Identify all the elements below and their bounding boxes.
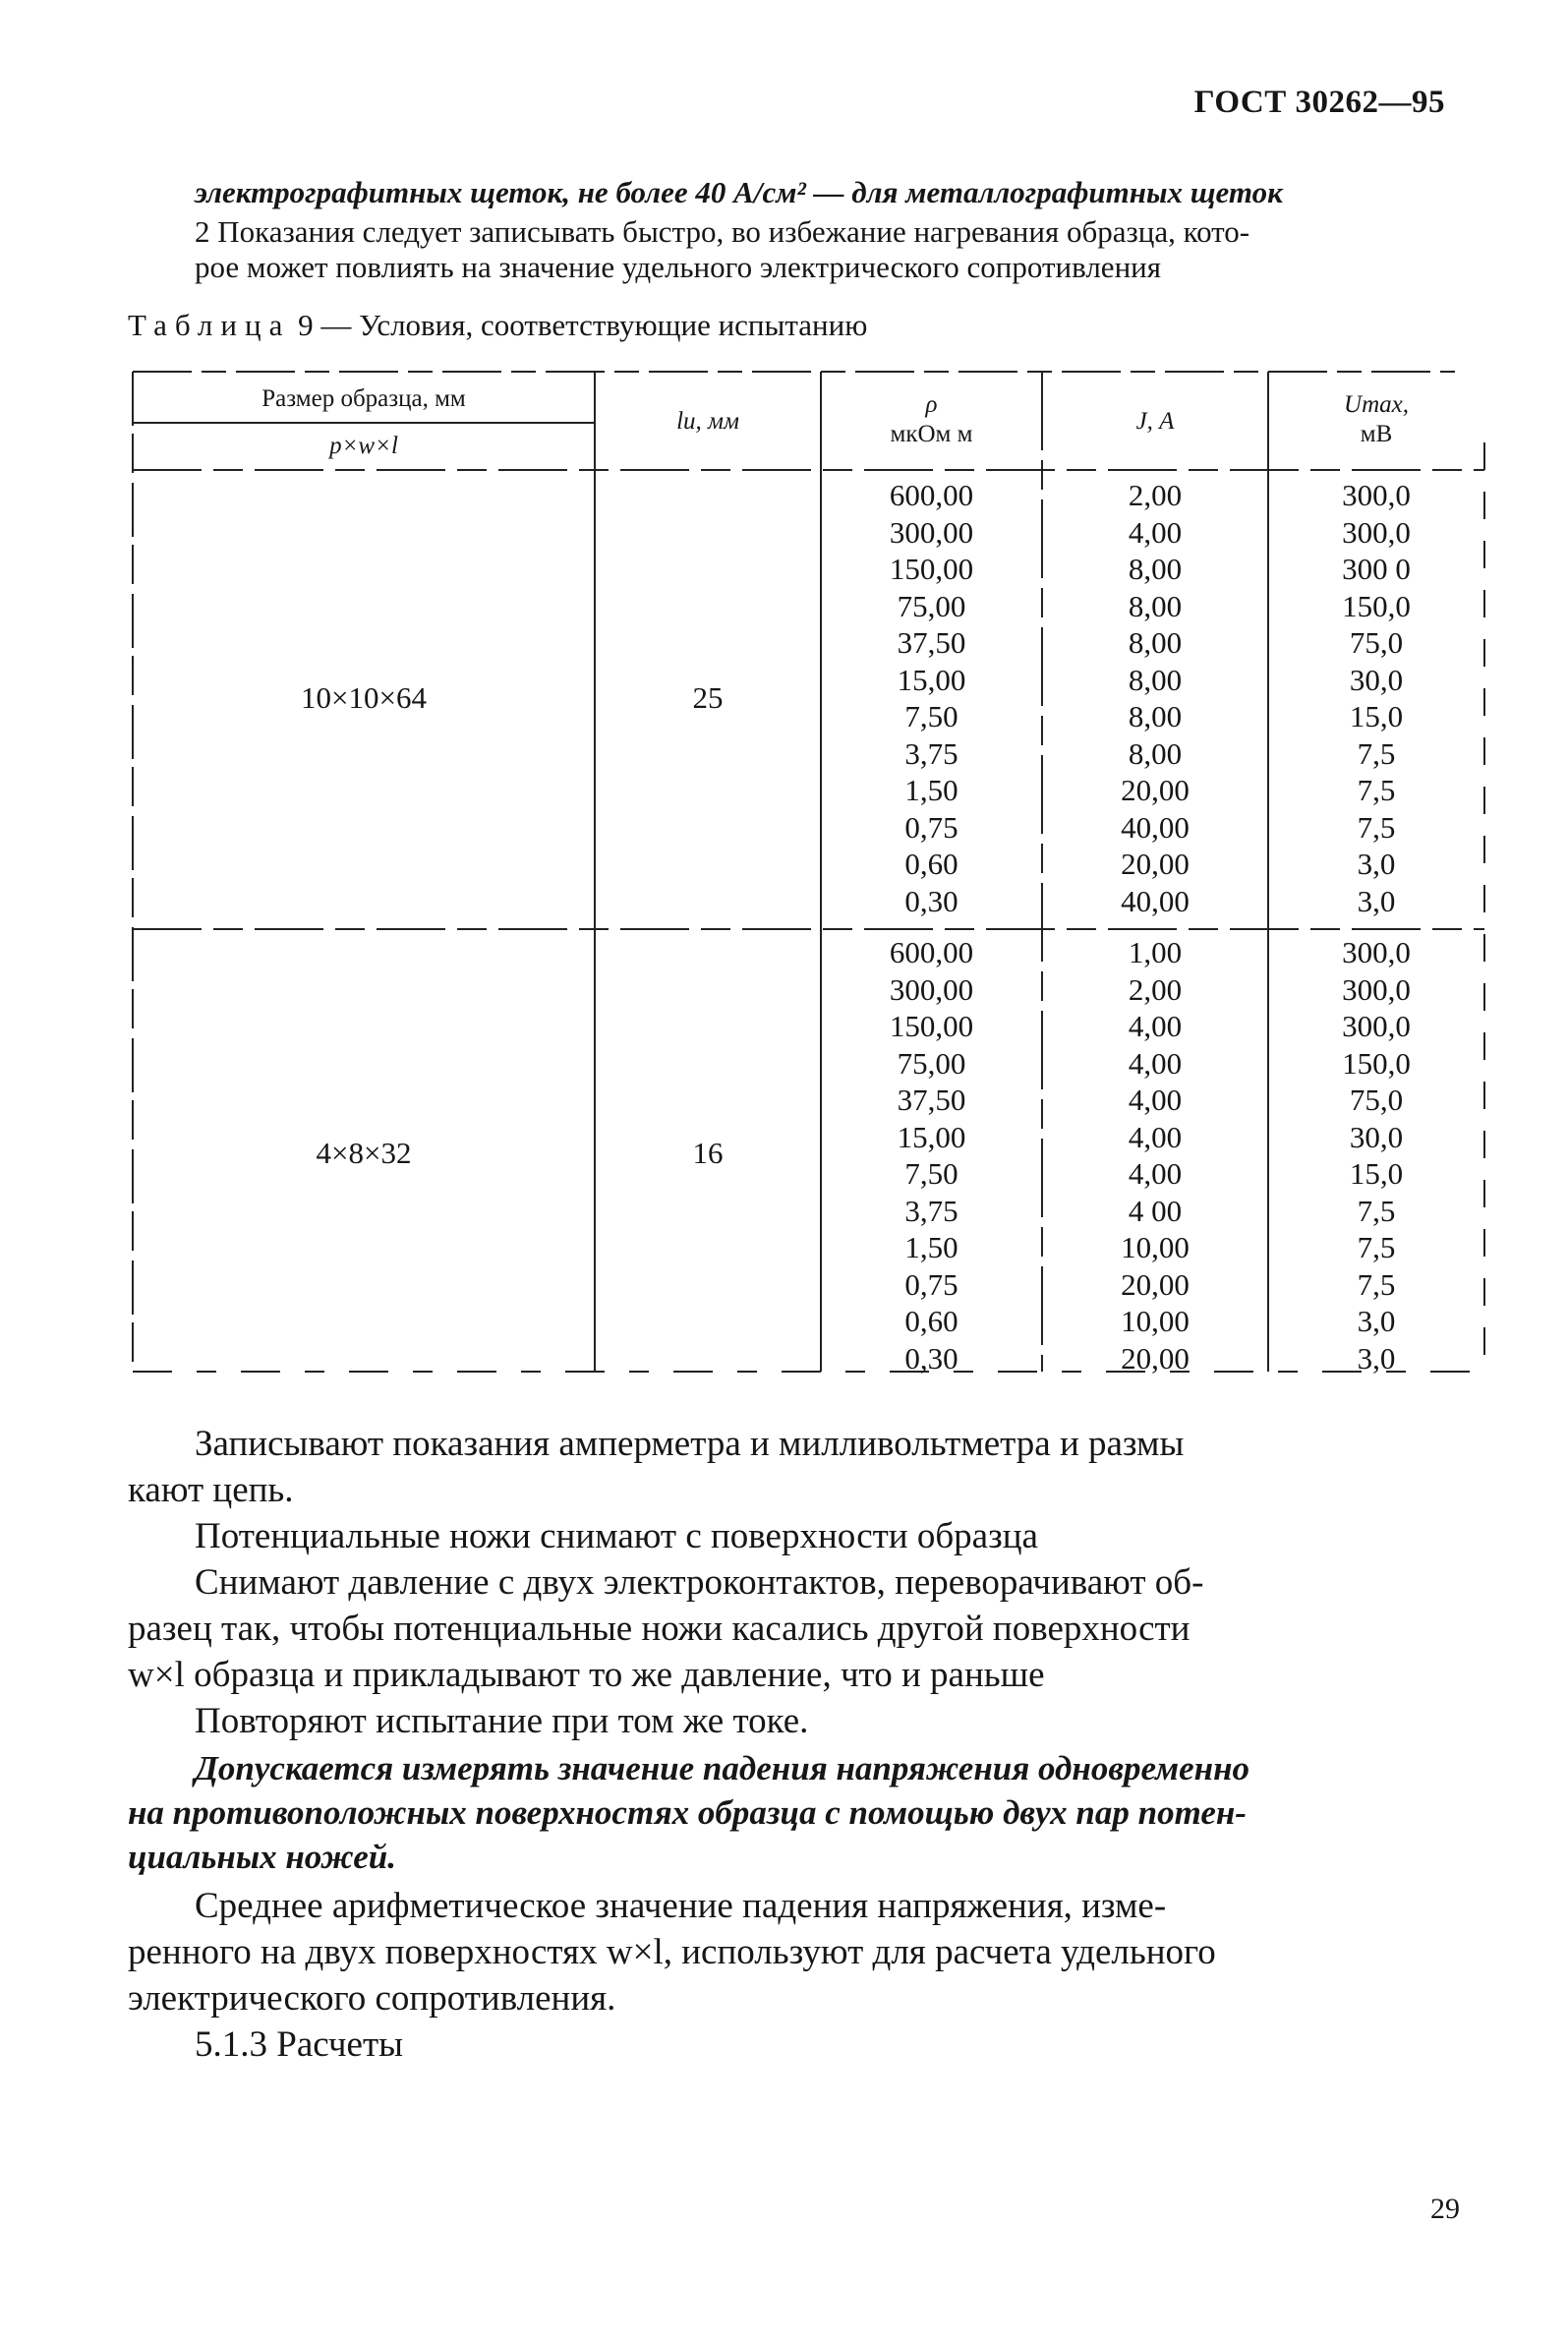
table-cell: 150,00	[889, 552, 974, 586]
table-cell: 150,0	[1342, 588, 1411, 623]
table-cell: 8,00	[1128, 588, 1183, 623]
group2-current-column	[1042, 934, 1268, 1377]
table-cell: 0,75	[904, 1266, 958, 1302]
table-cell: 40,00	[1121, 809, 1190, 845]
table-cell: 300,0	[1342, 935, 1411, 969]
table-cell: 8,00	[1128, 699, 1183, 733]
header-rho-unit: мкОм м	[890, 421, 973, 447]
table-cell: 4,00	[1128, 1083, 1183, 1117]
group1-size: 10×10×64	[301, 680, 427, 715]
table-cell: 300,00	[889, 514, 974, 550]
para-6-line-1: Среднее арифметическое значение падения напряжения, изме-	[195, 1886, 1167, 1926]
table-cell: 75,0	[1349, 1083, 1404, 1117]
table-cell: 4,00	[1128, 1119, 1183, 1154]
para-5-line-3: циальных ножей.	[128, 1838, 397, 1876]
table-cell: 300,0	[1342, 1009, 1411, 1043]
table-cell: 7,5	[1357, 1230, 1396, 1264]
table-cell: 8,00	[1128, 625, 1183, 660]
table-cell: 0,30	[904, 1340, 958, 1376]
group2-umax-column	[1268, 934, 1484, 1377]
table-cell: 300,0	[1342, 971, 1411, 1007]
page-number: 29	[1430, 2193, 1460, 2225]
group1-current-column	[1042, 477, 1268, 919]
section-heading: 5.1.3 Расчеты	[195, 2024, 403, 2065]
table-cell: 300,0	[1342, 478, 1411, 512]
header-current: J, А	[1135, 408, 1175, 435]
group2-rho-column	[821, 934, 1042, 1377]
table-cell: 75,00	[897, 1045, 966, 1081]
para-1-line-2: кают цепь.	[128, 1470, 294, 1510]
table-cell: 150,0	[1342, 1045, 1411, 1081]
table-cell: 10,00	[1121, 1304, 1190, 1338]
para-6-line-3: электрического сопротивления.	[128, 1978, 616, 2019]
para-5-line-2: на противоположных поверхностях образца с помощью двух пар потен-	[128, 1793, 1247, 1832]
table-cell: 7,50	[904, 699, 958, 733]
table-cell: 1,50	[904, 1230, 958, 1264]
note-line-3: рое может повлиять на значение удельного электрического сопротивления	[195, 250, 1162, 284]
para-4: Повторяют испытание при том же токе.	[195, 1701, 809, 1741]
header-size: Размер образца, мм	[261, 385, 466, 412]
table-cell: 7,5	[1357, 773, 1396, 807]
table-cell: 7,5	[1357, 735, 1396, 771]
para-3-line-2: разец так, чтобы потенциальные ножи касались другой поверхности	[128, 1609, 1191, 1649]
table-cell: 3,0	[1357, 883, 1396, 918]
para-3-line-3: w×l образца и прикладывают то же давление, что и раньше	[128, 1655, 1045, 1695]
table-cell: 3,0	[1357, 1304, 1396, 1338]
table-cell: 3,75	[904, 1193, 958, 1228]
standard-code: ГОСТ 30262—95	[1193, 85, 1445, 120]
para-1-line-1: Записывают показания амперметра и милливольтметра и размы	[195, 1424, 1185, 1464]
table-cell: 7,5	[1357, 1193, 1396, 1228]
group1-lu: 25	[692, 680, 724, 715]
table-cell: 2,00	[1128, 971, 1183, 1007]
group1-umax-column	[1268, 477, 1484, 919]
group2-lu: 16	[692, 1136, 724, 1170]
table-cell: 7,5	[1357, 809, 1396, 845]
table-cell: 0,60	[904, 1304, 958, 1338]
header-umax-unit: мВ	[1360, 421, 1393, 447]
table-cell: 20,00	[1121, 1266, 1190, 1302]
table-cell: 20,00	[1121, 773, 1190, 807]
note-line-2: 2 Показания следует записывать быстро, во избежание нагревания образца, кото-	[195, 214, 1250, 249]
header-lu: lu, мм	[676, 408, 739, 435]
table-cell: 4,00	[1128, 514, 1183, 550]
note-line-1: электрографитных щеток, не более 40 А/см² — для металлографитных щеток	[195, 175, 1283, 209]
table-cell: 15,00	[897, 1119, 966, 1154]
para-6-line-2: ренного на двух поверхностях w×l, используют для расчета удельного	[128, 1932, 1216, 1972]
table-cell: 3,0	[1357, 847, 1396, 881]
table-cell: 15,00	[897, 662, 966, 697]
table-cell: 2,00	[1128, 478, 1183, 512]
table-cell: 4,00	[1128, 1009, 1183, 1043]
table-cell: 75,00	[897, 588, 966, 623]
table-caption-prefix: Таблица	[128, 308, 291, 342]
table-cell: 8,00	[1128, 552, 1183, 586]
table-cell: 1,50	[904, 773, 958, 807]
table-cell: 4,00	[1128, 1045, 1183, 1081]
table-cell: 7,5	[1357, 1266, 1396, 1302]
table-cell: 3,75	[904, 735, 958, 771]
table-cell: 20,00	[1121, 847, 1190, 881]
para-2: Потенциальные ножи снимают с поверхности образца	[195, 1516, 1038, 1556]
table-cell: 4 00	[1128, 1193, 1183, 1228]
table-cell: 15,0	[1349, 699, 1404, 733]
group1-rho-column	[821, 477, 1042, 919]
table-cell: 40,00	[1121, 883, 1190, 918]
table-cell: 300,00	[889, 971, 974, 1007]
table-cell: 37,50	[897, 1083, 966, 1117]
table-cell: 150,00	[889, 1009, 974, 1043]
table-cell: 300,0	[1342, 514, 1411, 550]
table-cell: 0,75	[904, 809, 958, 845]
table-cell: 0,60	[904, 847, 958, 881]
table-cell: 0,30	[904, 883, 958, 918]
table-cell: 8,00	[1128, 662, 1183, 697]
header-size-sub: p×w×l	[329, 433, 398, 459]
table-cell: 4,00	[1128, 1156, 1183, 1191]
table-cell: 600,00	[889, 478, 974, 512]
table-cell: 300 0	[1342, 552, 1411, 586]
para-5-line-1: Допускается измерять значение падения напряжения одновременно	[195, 1749, 1250, 1787]
table-cell: 15,0	[1349, 1156, 1404, 1191]
table-cell: 1,00	[1128, 935, 1183, 969]
table-cell: 20,00	[1121, 1340, 1190, 1376]
header-umax: Umax,	[1344, 391, 1409, 418]
table-cell: 30,0	[1349, 1119, 1404, 1154]
table-cell: 7,50	[904, 1156, 958, 1191]
para-3-line-1: Снимают давление с двух электроконтактов, переворачивают об-	[195, 1562, 1204, 1603]
table-cell: 30,0	[1349, 662, 1404, 697]
table-cell: 75,0	[1349, 625, 1404, 660]
table-cell: 8,00	[1128, 735, 1183, 771]
table-cell: 10,00	[1121, 1230, 1190, 1264]
table-cell: 3,0	[1357, 1340, 1396, 1376]
table-cell: 37,50	[897, 625, 966, 660]
table-cell: 600,00	[889, 935, 974, 969]
group2-size: 4×8×32	[316, 1136, 412, 1170]
header-rho-symbol: ρ	[925, 391, 938, 418]
table-caption-text: 9 — Условия, соответствующие испытанию	[290, 308, 868, 342]
